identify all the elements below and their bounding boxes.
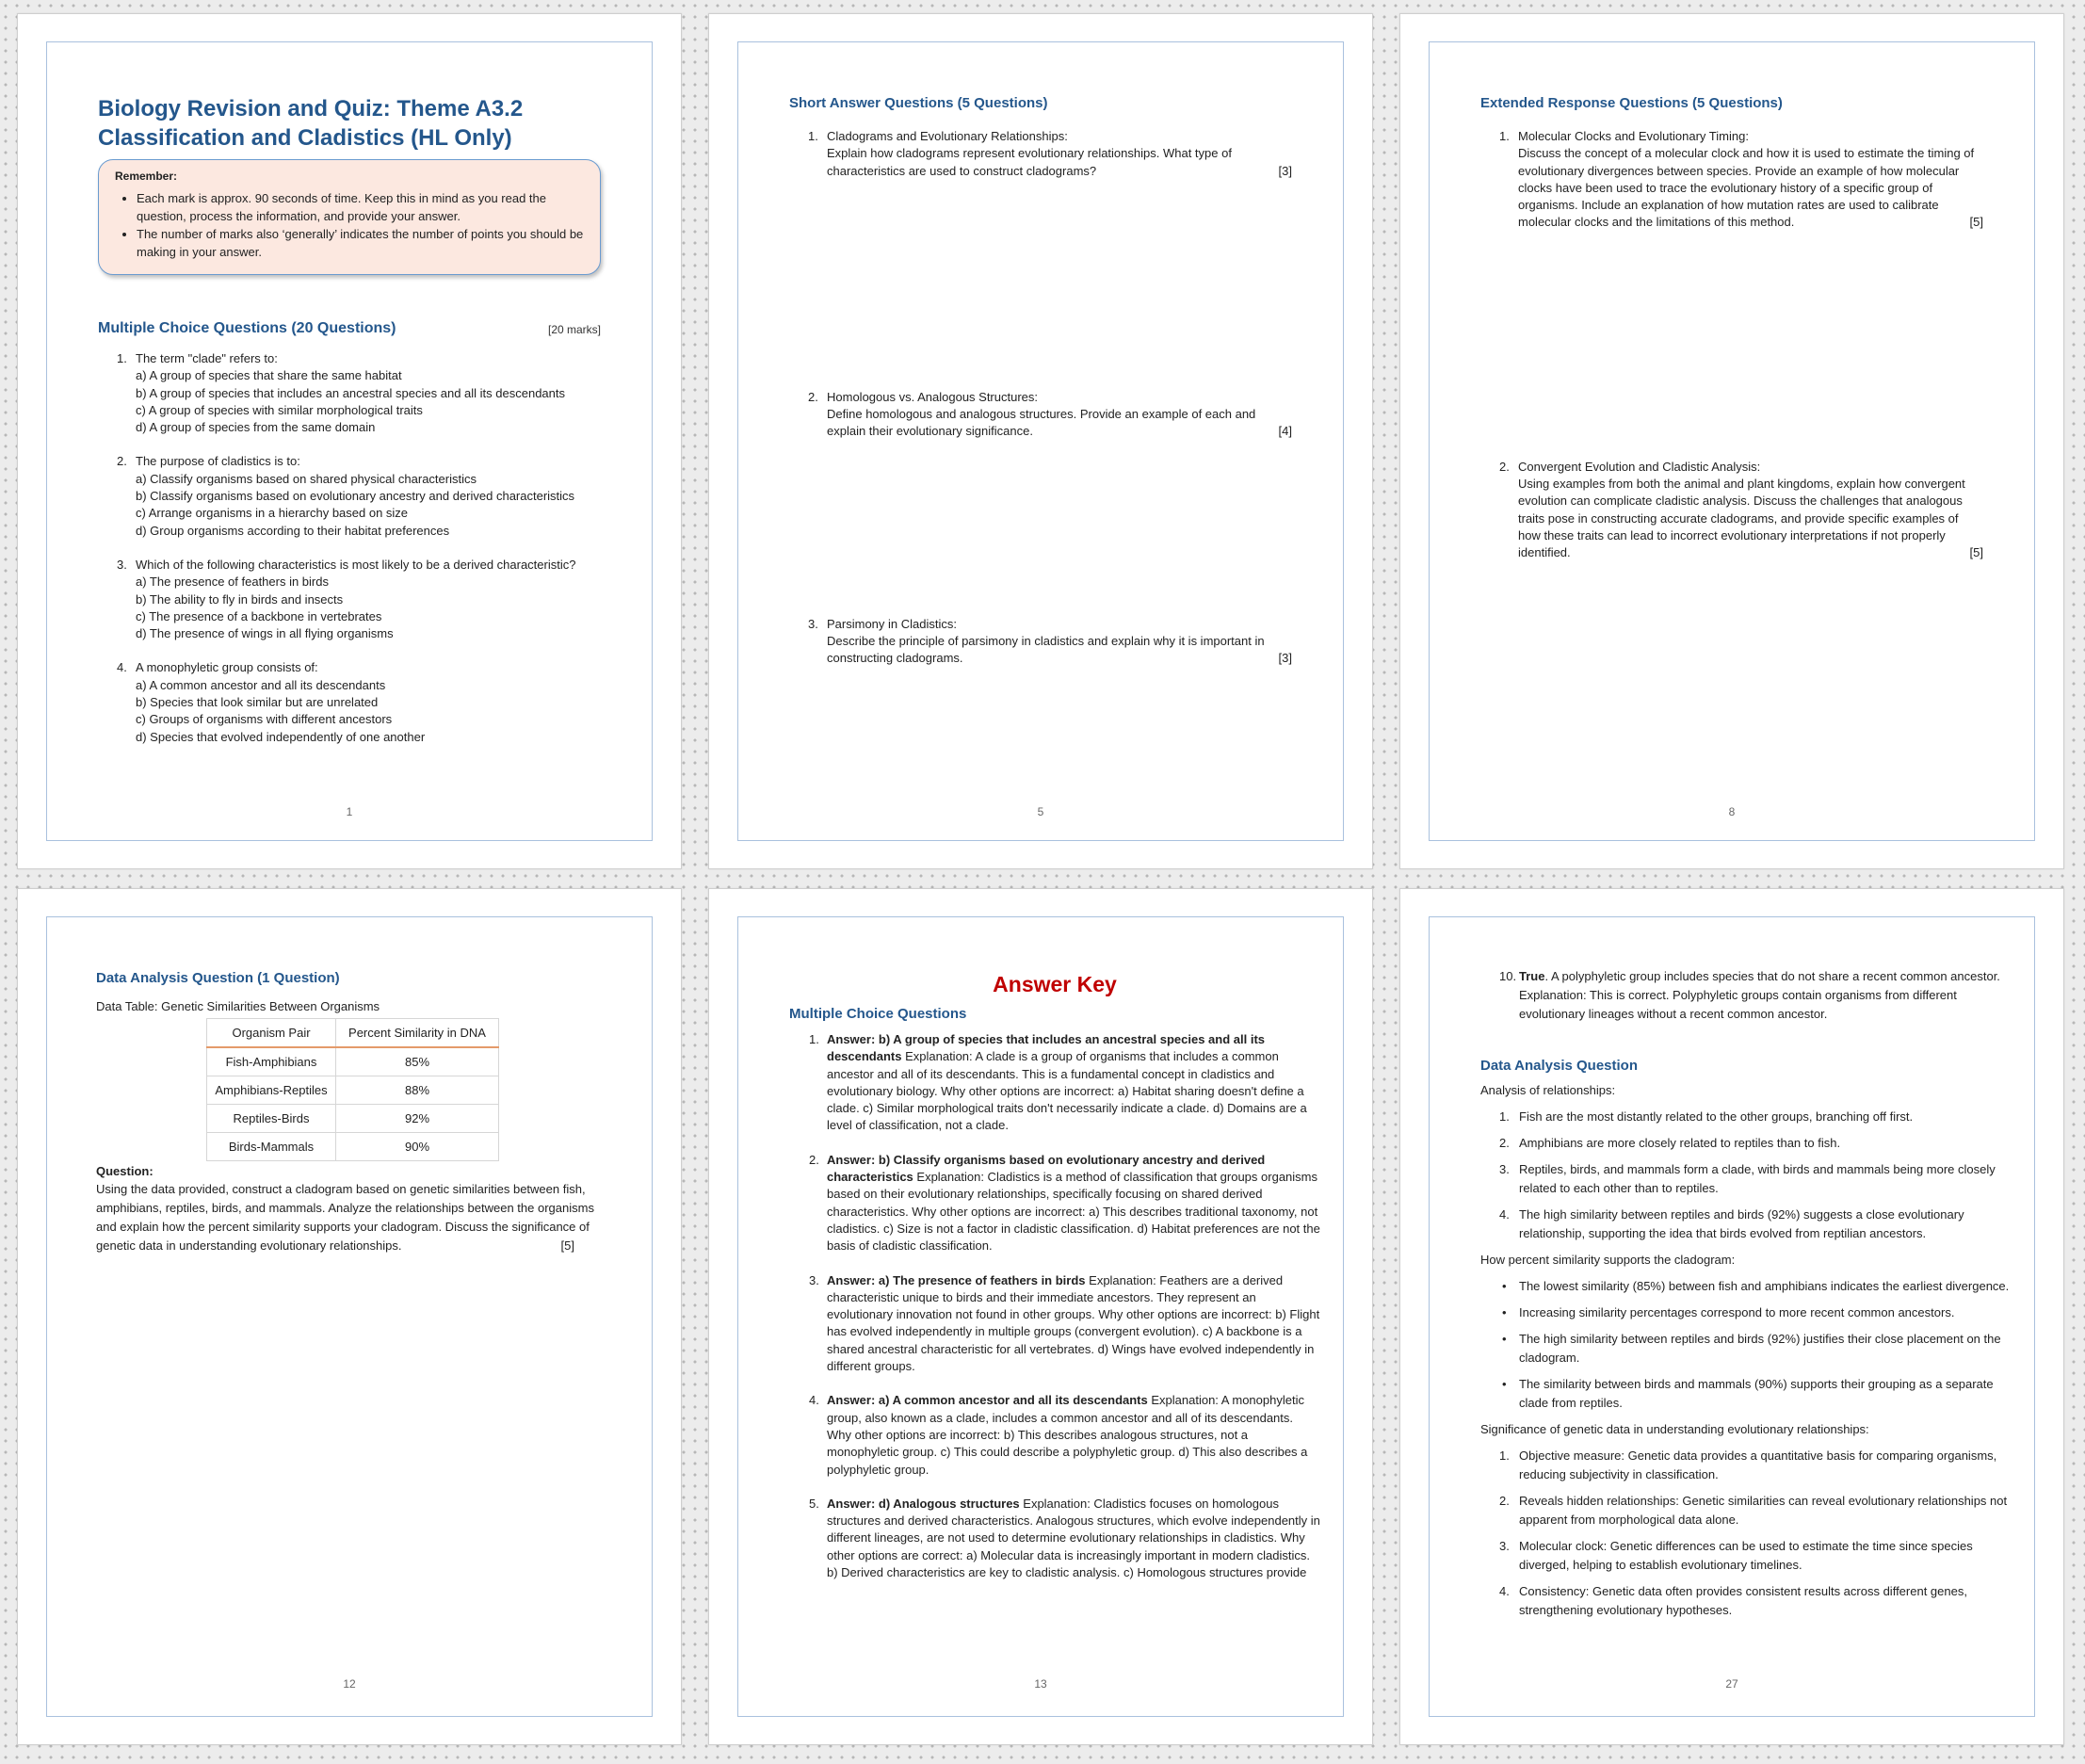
question-marks: [5] bbox=[1969, 545, 1983, 560]
question-item bbox=[98, 350, 601, 436]
data-analysis-answer-heading: Data Analysis Question bbox=[1480, 1058, 1638, 1074]
table-cell: Fish-Amphibians bbox=[207, 1047, 336, 1076]
answer-number: 1. bbox=[809, 1032, 819, 1046]
question-text: Using the data provided, construct a cladogram based on genetic similarities between fish, amphibians, reptiles, birds, and mammals. Analyze the relationships between the organisms and explain how the percent similarity supports your cladogram. Discuss the significance of genetic data in understanding evolutionary relationships. bbox=[96, 1182, 594, 1253]
question-item bbox=[98, 453, 601, 539]
column-header: Percent Similarity in DNA bbox=[336, 1019, 499, 1048]
support-intro: How percent similarity supports the cladogram: bbox=[1480, 1253, 1736, 1267]
question-text: Using examples from both the animal and plant kingdoms, explain how convergent evolution can complicate cladistic analysis. Discuss the challenges that analogous traits pose in constructing accurate cladograms, and provide specific examples of how these traits can lead to incorrect evolutionary interpretations if not properly identified. bbox=[1518, 477, 1965, 560]
answer-number: 4. bbox=[809, 1393, 819, 1408]
answer-key-title: Answer Key bbox=[993, 972, 1117, 996]
list-item-text: Reveals hidden relationships: Genetic similarities can reveal evolutionary relationships not apparent from morphological data alone. bbox=[1519, 1494, 2008, 1527]
question-item bbox=[1480, 128, 1983, 232]
question-item bbox=[98, 557, 601, 642]
answer-label: Answer: a) A common ancestor and all its descendants bbox=[827, 1393, 1148, 1408]
question-title: Convergent Evolution and Cladistic Analysis: bbox=[1518, 459, 1761, 474]
list-item: 4. The high similarity between reptiles and birds (92%) suggests a close evolutionary relationship, supporting the idea that birds evolved from reptilian ancestors. bbox=[1499, 1207, 1964, 1240]
question-text: Discuss the concept of a molecular clock and how it is used to estimate the timing of evolutionary divergences between species. Provide an example of how molecular clocks have been used to trace the evolutionary history of a specific group of organisms. Include an explanation of how mutation rates are used to calibrate molecular clocks and the limitations of this method. bbox=[1518, 146, 1975, 230]
question-number: 1. bbox=[808, 129, 818, 143]
answer-item bbox=[789, 1392, 1320, 1478]
table-caption: Data Table: Genetic Similarities Between Organisms bbox=[96, 999, 380, 1013]
question-item bbox=[789, 616, 1292, 668]
table-cell: Amphibians-Reptiles bbox=[207, 1076, 336, 1105]
page-content bbox=[789, 972, 1320, 1581]
list-item: 4. Consistency: Genetic data often provides consistent results across different genes, strengthening evolutionary hypotheses. bbox=[1499, 1584, 1967, 1617]
analysis-list bbox=[1480, 1108, 2012, 1243]
question-text: Define homologous and analogous structures. Provide an example of each and explain their evolutionary significance. bbox=[827, 407, 1256, 439]
answer-label: Answer: a) The presence of feathers in birds bbox=[827, 1272, 1086, 1287]
significance-list bbox=[1480, 1447, 2012, 1620]
question-body bbox=[827, 406, 1292, 441]
bullet-item: • The high similarity between reptiles and birds (92%) justifies their close placement on the cladogram. bbox=[1502, 1332, 2001, 1365]
answer-number: 3. bbox=[809, 1272, 819, 1287]
list-item: 2. Reveals hidden relationships: Genetic similarities can reveal evolutionary relationships not apparent from morphological data alone. bbox=[1499, 1494, 2008, 1527]
data-analysis-heading: Data Analysis Question (1 Question) bbox=[96, 970, 340, 986]
question-stem: A monophyletic group consists of: bbox=[136, 660, 318, 675]
page-1[interactable] bbox=[17, 13, 682, 869]
extended-response-list bbox=[1480, 128, 1983, 562]
question-body bbox=[1518, 476, 1983, 561]
list-item: 3. Molecular clock: Genetic differences can be used to estimate the time since species diverged, helping to establish evolutionary timelines. bbox=[1499, 1539, 1973, 1572]
remember-box bbox=[98, 159, 601, 275]
page-number: 13 bbox=[1034, 1677, 1047, 1691]
answer-explanation: Explanation: Feathers are a derived characteristic unique to birds and their immediate ancestors. They represent an evolutionary innovation not found in other groups. Why other options are incorrect: b) Flight has evolved independently in multiple groups (convergent evolution). c) A backbone is a shared ancestral characteristic for all vertebrates. d) Wings have evolved independently in different groups. bbox=[827, 1272, 1320, 1374]
answer-item bbox=[789, 1272, 1320, 1376]
table-header-row bbox=[207, 1019, 499, 1048]
answer-label: Answer: b) Classify organisms based on evolutionary ancestry and derived characteristics bbox=[827, 1152, 1266, 1185]
table-cell: 90% bbox=[336, 1133, 499, 1161]
question-options: a) A group of species that share the same habitat b) A group of species that includes an ancestral species and all its descendants c) A group of species with similar morphological traits d) A group of species from the same domain bbox=[136, 368, 566, 435]
answer-label: Answer: b) A group of species that includes an ancestral species and all its descendants bbox=[827, 1032, 1265, 1064]
question-options: a) A common ancestor and all its descendants b) Species that look similar but are unrelated c) Groups of organisms with different ancestors d) Species that evolved independently of one another bbox=[136, 677, 426, 744]
list-item-text: Reptiles, birds, and mammals form a clade, with birds and mammals being more closely related to each other than to reptiles. bbox=[1519, 1162, 1996, 1195]
list-item: 1. Objective measure: Genetic data provides a quantitative basis for comparing organisms, reducing subjectivity in classification. bbox=[1499, 1448, 1997, 1481]
question-stem: The purpose of cladistics is to: bbox=[136, 454, 300, 469]
mcq-answers-heading: Multiple Choice Questions bbox=[789, 1006, 967, 1022]
table-cell: Birds-Mammals bbox=[207, 1133, 336, 1161]
answer-number: 10. bbox=[1499, 969, 1517, 983]
question-label: Question: bbox=[96, 1164, 154, 1178]
question-number: 2. bbox=[1499, 459, 1510, 474]
answer-label: True bbox=[1519, 969, 1545, 983]
question-number: 4. bbox=[117, 660, 127, 675]
answer-number: 2. bbox=[809, 1152, 819, 1167]
answer-item bbox=[1480, 967, 2012, 1024]
bullet-item: • Increasing similarity percentages correspond to more recent common ancestors. bbox=[1502, 1305, 1955, 1319]
answer-item bbox=[789, 1031, 1320, 1135]
page-5[interactable] bbox=[708, 13, 1373, 869]
answer-list bbox=[1480, 967, 2012, 1024]
page-content bbox=[1480, 967, 2012, 1620]
document-title bbox=[98, 94, 601, 153]
page-13[interactable] bbox=[708, 888, 1373, 1745]
question-text: Describe the principle of parsimony in cladistics and explain why it is important in constructing cladograms. bbox=[827, 634, 1265, 666]
question-marks: [4] bbox=[1278, 424, 1292, 439]
question-title: Parsimony in Cladistics: bbox=[827, 616, 957, 631]
page-number: 8 bbox=[1728, 805, 1736, 818]
page-content bbox=[98, 94, 601, 746]
bullet-text: The high similarity between reptiles and birds (92%) justifies their close placement on the cladogram. bbox=[1519, 1332, 2001, 1365]
question-options: a) Classify organisms based on shared physical characteristics b) Classify organisms based on evolutionary ancestry and derived characteristics c) Arrange organisms in a hierarchy based on size d) Group organisms according to their habitat preferences bbox=[136, 471, 575, 538]
answer-item bbox=[789, 1152, 1320, 1255]
significance-intro: Significance of genetic data in understanding evolutionary relationships: bbox=[1480, 1422, 1869, 1436]
table-cell: 85% bbox=[336, 1047, 499, 1076]
question-body bbox=[1518, 145, 1983, 231]
page-content bbox=[789, 95, 1292, 668]
list-item-text: The high similarity between reptiles and birds (92%) suggests a close evolutionary relationship, supporting the idea that birds evolved from reptilian ancestors. bbox=[1519, 1207, 1964, 1240]
remember-item: • The number of marks also ‘generally’ indicates the number of points you should be making in your answer. bbox=[137, 225, 587, 261]
question-item bbox=[789, 389, 1292, 441]
question-body bbox=[827, 145, 1292, 180]
question-title: Molecular Clocks and Evolutionary Timing: bbox=[1518, 129, 1749, 143]
answer-explanation: . A polyphyletic group includes species that do not share a recent common ancestor. Explanation: This is correct. Polyphyletic groups contain organisms from different evolutionary lineages without a recent common ancestor. bbox=[1519, 969, 2000, 1021]
list-item-text: Fish are the most distantly related to the other groups, branching off first. bbox=[1519, 1109, 1914, 1124]
table-row bbox=[207, 1133, 499, 1161]
question-number: 1. bbox=[117, 351, 127, 365]
list-item: 3. Reptiles, birds, and mammals form a clade, with birds and mammals being more closely related to each other than to reptiles. bbox=[1499, 1162, 1996, 1195]
table-row bbox=[207, 1076, 499, 1105]
list-item-text: Molecular clock: Genetic differences can be used to estimate the time since species diverged, helping to establish evolutionary timelines. bbox=[1519, 1539, 1973, 1572]
support-list bbox=[1480, 1277, 2012, 1413]
question-body bbox=[96, 1180, 601, 1255]
bullet-text: Increasing similarity percentages correspond to more recent common ancestors. bbox=[1519, 1305, 1955, 1319]
genetic-similarity-table bbox=[206, 1018, 499, 1161]
answer-explanation: Explanation: A monophyletic group, also known as a clade, includes a common ancestor and all of its descendants. Why other options are incorrect: b) This describes analogous structures, not a monophyletic group. c) This could describe a polyphyletic group. d) This also describes a polyphyletic group. bbox=[827, 1393, 1308, 1477]
answer-number: 5. bbox=[809, 1496, 819, 1511]
list-item-text: Objective measure: Genetic data provides a quantitative basis for comparing organisms, reducing subjectivity in classification. bbox=[1519, 1448, 1997, 1481]
page-number: 27 bbox=[1725, 1677, 1738, 1691]
page-content bbox=[96, 970, 601, 1255]
answer-explanation: Explanation: A clade is a group of organisms that includes a common ancestor and all of its descendants. This is a fundamental concept in cladistics and evolutionary biology. Why other options are incorrect: a) Habitat sharing doesn't define a clade. c) Similar morphological traits don't necessarily indicate a clade. d) Domains are a level of classification, not a clade. bbox=[827, 1049, 1307, 1133]
answer-explanation: Explanation: Cladistics focuses on homologous structures and derived characteristics. Analogous structures, which evolve independently in different lineages, are not used to determine evolutionary relationships in cladistics. Why other options are correct: a) Molecular data is increasingly important in modern cladistics. b) Derived characteristics are key to cladistic analysis. c) Homologous structures provide bbox=[827, 1496, 1320, 1580]
remember-item: • Each mark is approx. 90 seconds of time. Keep this in mind as you read the question, process the information, and provide your answer. bbox=[137, 189, 587, 225]
page-number: 12 bbox=[343, 1677, 356, 1691]
question-item bbox=[98, 659, 601, 745]
mcq-list bbox=[98, 350, 601, 746]
extended-response-heading: Extended Response Questions (5 Questions) bbox=[1480, 95, 1783, 111]
analysis-intro: Analysis of relationships: bbox=[1480, 1083, 1616, 1097]
question-body bbox=[827, 633, 1292, 668]
table-cell: 92% bbox=[336, 1105, 499, 1133]
question-item bbox=[789, 128, 1292, 180]
question-item bbox=[1480, 459, 1983, 562]
column-header: Organism Pair bbox=[207, 1019, 336, 1048]
bullet-text: The similarity between birds and mammals (90%) supports their grouping as a separate clade from reptiles. bbox=[1519, 1377, 1994, 1410]
title-line-2: Classification and Cladistics (HL Only) bbox=[98, 125, 512, 151]
page-number: 5 bbox=[1037, 805, 1044, 818]
table-cell: 88% bbox=[336, 1076, 499, 1105]
remember-heading: Remember: bbox=[115, 170, 178, 183]
question-number: 2. bbox=[808, 389, 818, 404]
question-number: 1. bbox=[1499, 129, 1510, 143]
question-number: 2. bbox=[117, 454, 127, 469]
question-options: a) The presence of feathers in birds b) The ability to fly in birds and insects c) The presence of a backbone in vertebrates d) The presence of wings in all flying organisms bbox=[136, 575, 394, 641]
answer-list bbox=[789, 1031, 1320, 1581]
question-title: Homologous vs. Analogous Structures: bbox=[827, 389, 1039, 404]
question-number: 3. bbox=[117, 557, 127, 572]
list-item-text: Amphibians are more closely related to reptiles than to fish. bbox=[1519, 1136, 1841, 1150]
list-item: 2. Amphibians are more closely related to reptiles than to fish. bbox=[1499, 1136, 1841, 1150]
page-number: 1 bbox=[346, 805, 353, 818]
question-marks: [5] bbox=[1969, 215, 1983, 230]
question-marks: [3] bbox=[1278, 651, 1292, 666]
page-12[interactable] bbox=[17, 888, 682, 1745]
page-8[interactable] bbox=[1399, 13, 2064, 869]
bullet-item: • The lowest similarity (85%) between fish and amphibians indicates the earliest divergence. bbox=[1502, 1279, 2010, 1293]
title-line-1: Biology Revision and Quiz: Theme A3.2 bbox=[98, 96, 524, 121]
short-answer-heading: Short Answer Questions (5 Questions) bbox=[789, 95, 1048, 111]
mcq-heading bbox=[98, 320, 601, 337]
short-answer-list bbox=[789, 128, 1292, 668]
table-row bbox=[207, 1105, 499, 1133]
question-title: Cladograms and Evolutionary Relationships: bbox=[827, 129, 1068, 143]
answer-label: Answer: d) Analogous structures bbox=[827, 1496, 1020, 1511]
mcq-heading-text: Multiple Choice Questions (20 Questions) bbox=[98, 320, 396, 336]
remember-list bbox=[115, 189, 587, 261]
page-27[interactable] bbox=[1399, 888, 2064, 1745]
list-item: 1. Fish are the most distantly related to the other groups, branching off first. bbox=[1499, 1109, 1914, 1124]
answer-item bbox=[789, 1496, 1320, 1581]
list-item-text: Consistency: Genetic data often provides consistent results across different genes, strengthening evolutionary hypotheses. bbox=[1519, 1584, 1967, 1617]
question-number: 3. bbox=[808, 616, 818, 631]
bullet-text: The lowest similarity (85%) between fish and amphibians indicates the earliest divergence. bbox=[1519, 1279, 2010, 1293]
question-marks: [3] bbox=[1278, 163, 1292, 178]
question-text: Explain how cladograms represent evolutionary relationships. What type of characteristics are used to construct cladograms? bbox=[827, 146, 1232, 178]
question-stem: The term "clade" refers to: bbox=[136, 351, 278, 365]
table-row bbox=[207, 1047, 499, 1076]
question-marks: [5] bbox=[560, 1238, 574, 1253]
bullet-item: • The similarity between birds and mammals (90%) supports their grouping as a separate clade from reptiles. bbox=[1502, 1377, 1994, 1410]
table-cell: Reptiles-Birds bbox=[207, 1105, 336, 1133]
question-stem: Which of the following characteristics is most likely to be a derived characteristic? bbox=[136, 557, 576, 572]
page-content bbox=[1480, 95, 1983, 562]
mcq-marks: [20 marks] bbox=[547, 323, 601, 336]
answer-explanation: Explanation: Cladistics is a method of classification that groups organisms based on their evolutionary relationships, specifically focusing on shared derived characteristics. Why other options are incorrect: a) This describes traditional taxonomy, not cladistics. c) Size is not a factor in cladistic classification. d) Habitat preferences are not the basis of cladistic classification. bbox=[827, 1170, 1320, 1254]
